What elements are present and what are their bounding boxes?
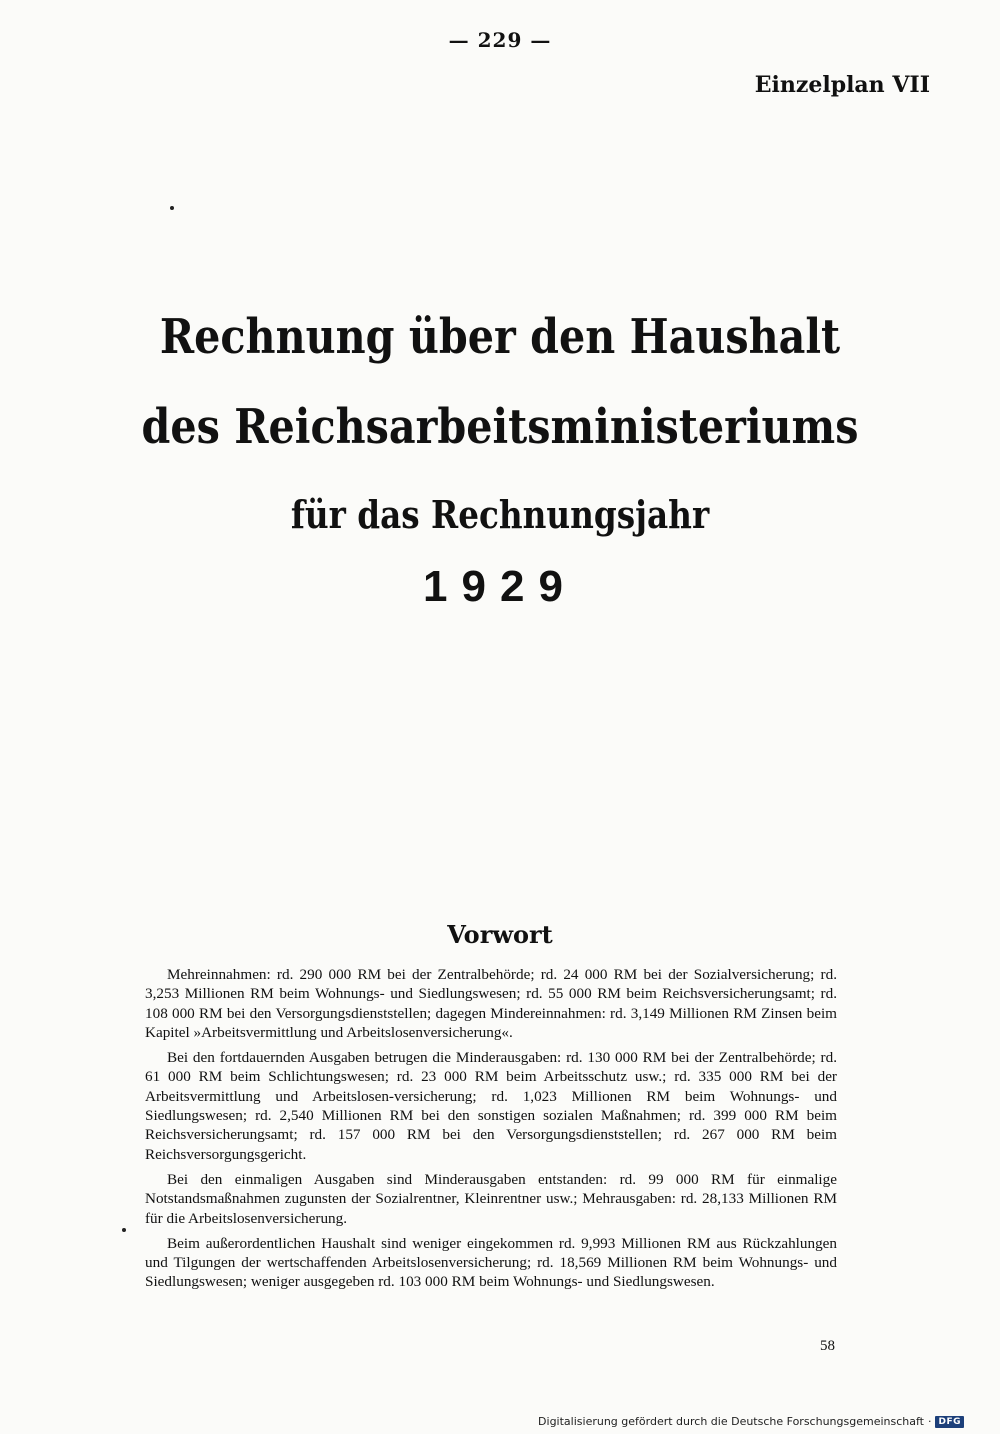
- credit-text: Digitalisierung gefördert durch die Deutsche Forschungsgemeinschaft: [538, 1415, 924, 1428]
- title-year: 1929: [423, 562, 577, 611]
- title-line-3: für das Rechnungsjahr: [290, 492, 710, 537]
- foreword-paragraph: Bei den fortdauernden Ausgaben betrugen die Minderausgaben: rd. 130 000 RM bei der Zentralbehörde; rd. 61 000 RM beim Schlichtungswesen; rd. 23 000 RM beim Arbeitsschutz usw.; rd. 335 000 RM bei der Arbeitsvermittlung und Arbeitslosen-versicherung; rd. 1,023 Millionen RM beim Wohnungs- und Siedlungswesen; rd. 2,540 Millionen RM bei den sonstigen sozialen Maßnahmen; rd. 399 000 RM beim Reichsversicherungsamt; rd. 157 000 RM bei den Versorgungsdienststellen; rd. 267 000 RM beim Reichsversorgungsgericht.: [145, 1049, 837, 1163]
- sheet-number: 58: [820, 1338, 835, 1354]
- digitization-credit: Digitalisierung gefördert durch die Deutsche Forschungsgemeinschaft · DFG: [538, 1415, 964, 1428]
- foreword-paragraph: Beim außerordentlichen Haushalt sind weniger eingekommen rd. 9,993 Millionen RM aus Rückzahlungen und Tilgungen der wertschaffenden Arbeitslosenversicherung; rd. 18,569 Millionen RM beim Wohnungs- und Siedlungswesen; weniger ausgegeben rd. 103 000 RM beim Wohnungs- und Siedlungswesen.: [145, 1234, 837, 1291]
- section-label: Einzelplan VII: [754, 72, 930, 98]
- page-number: — 229 —: [448, 28, 552, 52]
- scan-speck: [122, 1228, 126, 1232]
- foreword-paragraph: Bei den einmaligen Ausgaben sind Minderausgaben entstanden: rd. 99 000 RM für einmalige Notstandsmaßnahmen zugunsten der Sozialrentner, Kleinrentner usw.; Mehrausgaben: rd. 28,133 Millionen RM für die Arbeitslosenversicherung.: [145, 1170, 837, 1227]
- title-line-2: des Reichsarbeitsministeriums: [141, 399, 859, 455]
- title-line-1: Rechnung über den Haushalt: [159, 309, 841, 365]
- dfg-logo: DFG: [935, 1416, 964, 1428]
- foreword-heading: Vorwort: [447, 920, 553, 949]
- document-title: [0, 292, 1000, 612]
- foreword-body: [145, 965, 837, 1298]
- foreword-paragraph: Mehreinnahmen: rd. 290 000 RM bei der Zentralbehörde; rd. 24 000 RM bei der Sozialversicherung; rd. 3,253 Millionen RM beim Wohnungs- und Siedlungswesen; rd. 55 000 RM beim Reichsversicherungsamt; rd. 108 000 RM bei den Versorgungsdienststellen; dagegen Mindereinnahmen: rd. 3,149 Millionen RM Zinsen beim Kapitel »Arbeitsvermittlung und Arbeitslosenversicherung«.: [145, 966, 837, 1041]
- scan-speck: [170, 206, 174, 210]
